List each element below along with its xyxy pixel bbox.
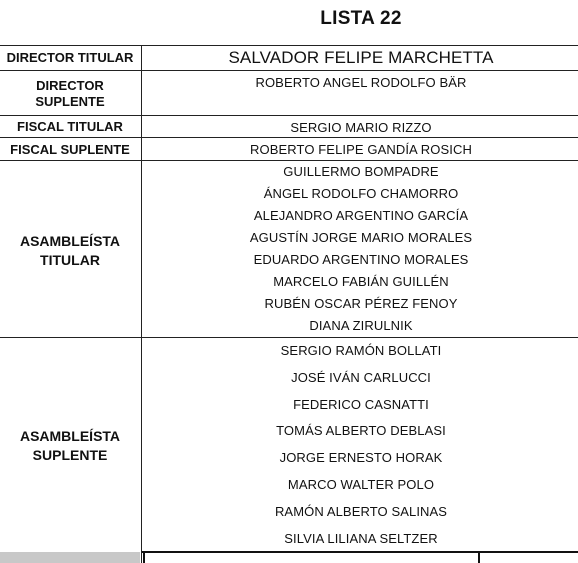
asambleista-suplente-name: RAMÓN ALBERTO SALINAS	[274, 504, 448, 519]
next-row-divider	[143, 551, 145, 563]
asambleista-suplente-name: MARCO WALTER POLO	[287, 477, 435, 492]
asambleista-titular-name: ÁNGEL RODOLFO CHAMORRO	[263, 186, 459, 201]
row-divider	[0, 337, 578, 338]
fiscal-suplente-name: ROBERTO FELIPE GANDÍA ROSICH	[250, 142, 472, 157]
asambleista-suplente-label-line2: SUPLENTE	[32, 447, 108, 463]
asambleista-titular-name: GUILLERMO BOMPADRE	[283, 164, 439, 179]
asambleista-suplente-name: SILVIA LILIANA SELTZER	[284, 531, 438, 546]
asambleista-suplente-name: SERGIO RAMÓN BOLLATI	[280, 343, 442, 358]
fiscal-titular-name: SERGIO MARIO RIZZO	[290, 120, 432, 135]
fiscal-titular-label: FISCAL TITULAR	[17, 119, 123, 134]
row-divider	[0, 115, 578, 116]
asambleista-titular-name: RUBÉN OSCAR PÉREZ FENOY	[264, 296, 458, 311]
table-border	[0, 45, 578, 46]
fiscal-suplente-label: FISCAL SUPLENTE	[10, 142, 130, 157]
asambleista-titular-name: MARCELO FABIÁN GUILLÉN	[273, 274, 449, 289]
row-divider	[0, 160, 578, 161]
column-divider	[141, 45, 142, 563]
asambleista-suplente-name: TOMÁS ALBERTO DEBLASI	[276, 423, 446, 438]
asambleista-titular-name: EDUARDO ARGENTINO MORALES	[253, 252, 469, 267]
next-row-label-cell	[0, 552, 140, 563]
director-titular-name: SALVADOR FELIPE MARCHETTA	[228, 48, 494, 67]
asambleista-titular-name: ALEJANDRO ARGENTINO GARCÍA	[253, 208, 469, 223]
director-suplente-label-line2: SUPLENTE	[35, 94, 105, 109]
list-title: LISTA 22	[320, 8, 402, 29]
row-divider	[0, 70, 578, 71]
next-row-divider	[478, 551, 480, 563]
director-suplente-name: ROBERTO ANGEL RODOLFO BÄR	[255, 75, 467, 90]
row-divider	[0, 137, 578, 138]
director-suplente-label-line1: DIRECTOR	[36, 78, 104, 93]
asambleista-suplente-name: FEDERICO CASNATTI	[293, 397, 429, 412]
asambleista-titular-name: AGUSTÍN JORGE MARIO MORALES	[249, 230, 473, 245]
asambleista-titular-label-line1: ASAMBLEÍSTA	[19, 233, 121, 249]
asambleista-suplente-name: JORGE ERNESTO HORAK	[279, 450, 443, 465]
asambleista-titular-name: DIANA ZIRULNIK	[309, 318, 413, 333]
asambleista-suplente-label-line1: ASAMBLEÍSTA	[19, 428, 121, 444]
next-row-border	[142, 551, 578, 553]
asambleista-suplente-name: JOSÉ IVÁN CARLUCCI	[291, 370, 431, 385]
asambleista-titular-label-line2: TITULAR	[40, 252, 100, 268]
director-titular-label: DIRECTOR TITULAR	[6, 50, 134, 65]
